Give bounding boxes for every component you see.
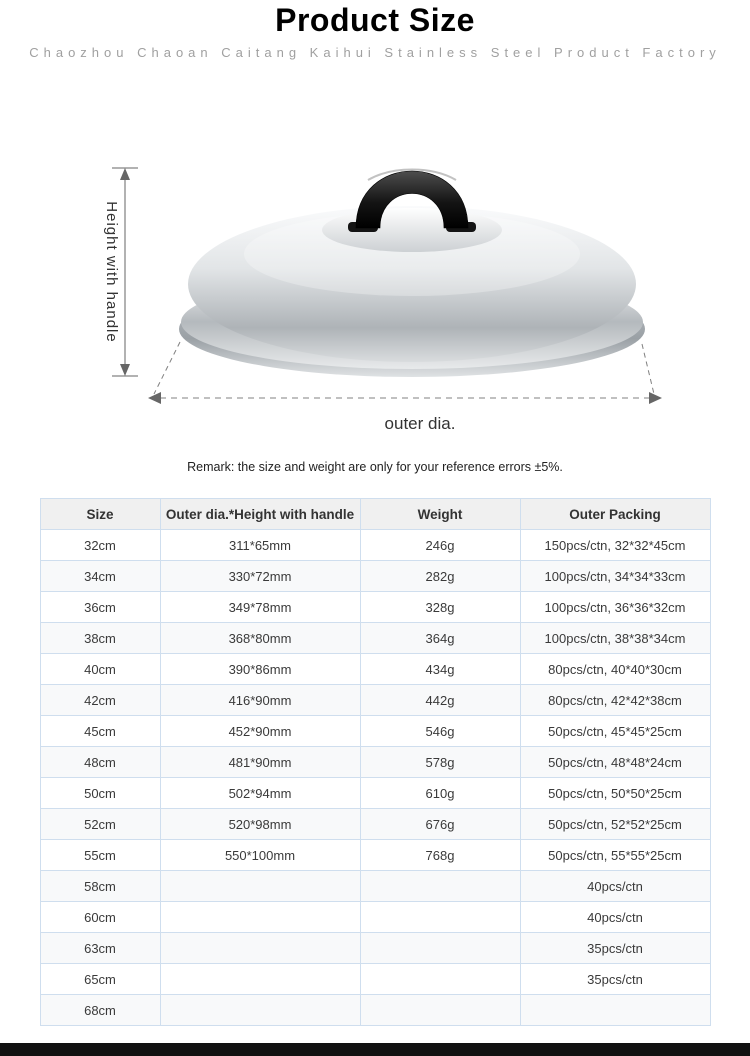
table-row [40, 747, 710, 778]
table-cell: 58cm [40, 871, 160, 902]
remark-text: Remark: the size and weight are only for your reference errors ±5%. [187, 460, 563, 474]
table-row [40, 995, 710, 1026]
table-cell: 35pcs/ctn [520, 964, 710, 995]
table-cell: 50pcs/ctn, 55*55*25cm [520, 840, 710, 871]
table-row [40, 871, 710, 902]
table-row [40, 964, 710, 995]
page-subtitle: Chaozhou Chaoan Caitang Kaihui Stainless Steel Product Factory [29, 45, 721, 60]
table-cell: 100pcs/ctn, 38*38*34cm [520, 623, 710, 654]
column-header-dims: Outer dia.*Height with handle [160, 499, 360, 530]
size-spec-table [40, 498, 711, 1026]
table-cell: 330*72mm [160, 561, 360, 592]
footer-bar [0, 1043, 750, 1056]
table-cell: 60cm [40, 902, 160, 933]
table-cell: 578g [360, 747, 520, 778]
table-cell [160, 871, 360, 902]
table-cell: 676g [360, 809, 520, 840]
table-row [40, 685, 710, 716]
lid-illustration [0, 138, 750, 458]
table-cell: 368*80mm [160, 623, 360, 654]
table-cell [520, 995, 710, 1026]
table-cell: 434g [360, 654, 520, 685]
table-cell: 40pcs/ctn [520, 902, 710, 933]
table-body [40, 530, 710, 1026]
table-cell: 282g [360, 561, 520, 592]
table-cell: 502*94mm [160, 778, 360, 809]
table-cell: 50cm [40, 778, 160, 809]
table-cell: 48cm [40, 747, 160, 778]
table-cell [360, 964, 520, 995]
table-cell: 65cm [40, 964, 160, 995]
lid-body [179, 206, 645, 377]
table-cell: 34cm [40, 561, 160, 592]
table-cell: 50pcs/ctn, 48*48*24cm [520, 747, 710, 778]
table-cell: 100pcs/ctn, 36*36*32cm [520, 592, 710, 623]
table-cell: 55cm [40, 840, 160, 871]
height-dimension-label: Height with handle [103, 201, 120, 343]
table-cell [160, 964, 360, 995]
table-cell: 40cm [40, 654, 160, 685]
table-cell [160, 902, 360, 933]
table-header-row [40, 499, 710, 530]
table-cell: 768g [360, 840, 520, 871]
table-cell: 150pcs/ctn, 32*32*45cm [520, 530, 710, 561]
table-row [40, 654, 710, 685]
table-cell: 35pcs/ctn [520, 933, 710, 964]
table-cell: 40pcs/ctn [520, 871, 710, 902]
table-cell: 364g [360, 623, 520, 654]
table-row [40, 778, 710, 809]
table-cell: 452*90mm [160, 716, 360, 747]
table-cell: 50pcs/ctn, 50*50*25cm [520, 778, 710, 809]
column-header-weight: Weight [360, 499, 520, 530]
product-figure [0, 138, 750, 458]
table-row [40, 592, 710, 623]
table-row [40, 902, 710, 933]
column-header-packing: Outer Packing [520, 499, 710, 530]
table-cell: 68cm [40, 995, 160, 1026]
table-cell: 50pcs/ctn, 45*45*25cm [520, 716, 710, 747]
table-cell: 63cm [40, 933, 160, 964]
table-row [40, 623, 710, 654]
table-cell [160, 933, 360, 964]
table-cell: 80pcs/ctn, 40*40*30cm [520, 654, 710, 685]
table-cell: 546g [360, 716, 520, 747]
table-cell: 42cm [40, 685, 160, 716]
table-cell: 349*78mm [160, 592, 360, 623]
table-row [40, 561, 710, 592]
table-cell: 52cm [40, 809, 160, 840]
table-cell [360, 933, 520, 964]
table-row [40, 716, 710, 747]
table-cell [360, 871, 520, 902]
table-row [40, 809, 710, 840]
table-row [40, 530, 710, 561]
table-cell: 311*65mm [160, 530, 360, 561]
table-cell: 38cm [40, 623, 160, 654]
diameter-dimension-label: outer dia. [384, 414, 456, 433]
table-cell: 610g [360, 778, 520, 809]
table-cell: 328g [360, 592, 520, 623]
table-cell: 390*86mm [160, 654, 360, 685]
table-cell: 442g [360, 685, 520, 716]
table-cell: 481*90mm [160, 747, 360, 778]
table-cell: 32cm [40, 530, 160, 561]
table-cell: 246g [360, 530, 520, 561]
table-cell: 45cm [40, 716, 160, 747]
table-cell: 416*90mm [160, 685, 360, 716]
table-cell: 100pcs/ctn, 34*34*33cm [520, 561, 710, 592]
table-cell [160, 995, 360, 1026]
column-header-size: Size [40, 499, 160, 530]
page-title: Product Size [275, 2, 475, 38]
table-cell: 80pcs/ctn, 42*42*38cm [520, 685, 710, 716]
table-cell [360, 902, 520, 933]
table-cell: 520*98mm [160, 809, 360, 840]
table-cell: 36cm [40, 592, 160, 623]
table-cell [360, 995, 520, 1026]
table-cell: 50pcs/ctn, 52*52*25cm [520, 809, 710, 840]
table-row [40, 933, 710, 964]
table-cell: 550*100mm [160, 840, 360, 871]
table-row [40, 840, 710, 871]
